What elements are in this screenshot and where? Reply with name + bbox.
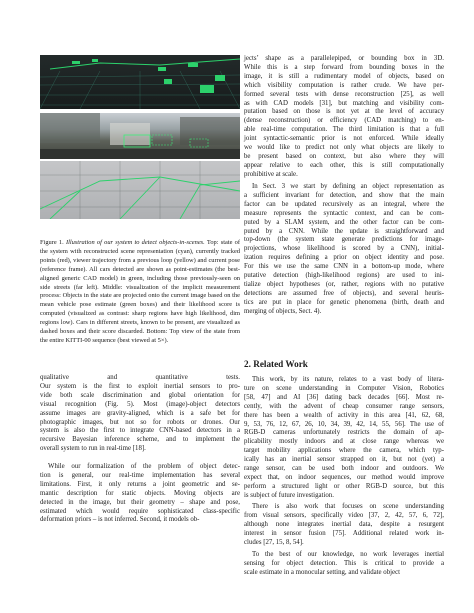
text-line: expect that, on indoor sequences, our method would improve (244, 473, 444, 481)
text-line: vide both scale discrimination and global orientation for (40, 391, 240, 399)
text-line: cludes [27, 15, 8, 54]. (244, 538, 304, 546)
text-line: cently, with the advent of cheap consumer range sensors, (244, 402, 444, 410)
text-line: factor can be updated recursively as an integral, where the (244, 200, 444, 208)
text-line: perform a structured light or other RGB-D source, but this (244, 482, 444, 490)
projection-graphic (40, 113, 240, 159)
text-line: This work, by its nature, relates to a vast body of litera- (252, 376, 444, 383)
text-line: detections are assumed free of objects), and several heuris- (244, 289, 444, 297)
text-line: visual recognition (Fig. 5). Most (image)-object detectors (40, 400, 240, 408)
text-line: puted by a CNN. While the update is straightforward and (244, 227, 444, 235)
figure-middle-panel (40, 113, 240, 159)
text-line: ically has an inertial sensor strapped on it, but not (yet) a (244, 456, 444, 464)
section-heading-related-work: 2. Related Work (244, 359, 308, 369)
text-line: measure represents the syntactic context, and can be com- (244, 209, 444, 217)
caption-label: Figure 1. (40, 239, 64, 246)
text-line: scale estimate in a monocular setting, and validate object (244, 568, 401, 576)
text-line: Our system is the first to exploit inertial sensors to pro- (40, 382, 240, 390)
text-line: top-down (the system state generate predictions for image- (244, 236, 444, 244)
text-line: putative detection (high-likelihood regions) are used to ini- (244, 272, 444, 279)
text-line: [58, 47] and AI [36] dating back decades [66]. Most re- (244, 393, 444, 401)
text-line: image, it is still a rudimentary model of objects, based on (244, 72, 444, 80)
text-line: prohibitive at scale. (244, 170, 298, 178)
text-line: To the best of our knowledge, no work leverages inertial (252, 551, 444, 558)
text-line: For this we use the same CNN in a bottom-up mode, where (244, 263, 444, 271)
text-line: puted by a SLAM system, and the other factor can be com- (244, 218, 444, 226)
text-line: appear relative to each other, this is still computationally (244, 161, 444, 169)
text-line: able real-time computation. The third limitation is that a full (244, 126, 444, 134)
text-line: In Sect. 3 we start by defining an object representation as (252, 183, 444, 190)
figure-top-panel (40, 55, 240, 109)
text-line: recursive Bayesian inference scheme, and to implement the (40, 436, 240, 444)
text-line: although none integrates inertial data, despite a resurgent (244, 520, 444, 528)
text-line: 9, 53, 76, 12, 67, 26, 10, 34, 39, 42, 14, 55, 56]. The use of (244, 420, 444, 428)
text-line: assume images are gravity-aligned, which is a safe bet for (40, 409, 240, 417)
text-line: a sufficient invariant for detection, and show that the main (244, 191, 444, 199)
text-line: There is also work that focuses on scene understanding (252, 503, 444, 510)
text-line: ture on scene understanding in Computer Vision, Robotics (244, 384, 444, 392)
text-line: we would like to predict not only what objects are likely to (244, 144, 444, 151)
text-line: interest in sensor fusion [75]. Additional related work in- (244, 529, 444, 537)
top-view-graphic (40, 161, 240, 219)
scene-reconstruction-graphic (40, 55, 240, 109)
text-line: plicability mostly indoors and at close range whereas we (244, 438, 444, 446)
text-line: system is also the first to integrate CNN-based detectors in a (40, 427, 240, 435)
text-line: tialize object hypotheses (or, rather, regions with no putative (244, 280, 444, 288)
text-line: formed several tests with dense reconstruction [25], as well (244, 90, 444, 98)
text-line: While our formalization of the problem of object detec- (48, 463, 240, 470)
text-line: overall system to run in real-time [18]. (40, 445, 146, 453)
caption-title: Illustration of our system to detect objects-in-scenes. (65, 239, 205, 246)
text-line: ization requires defining a prior on object identity and pose. (244, 254, 444, 262)
text-line: target mobility applications where the camera, which typ- (244, 447, 444, 455)
text-line: detected in the image, but their geometry – shape and pose, (40, 498, 240, 506)
text-line: joint syntactic-semantic prior is not enforced. While ideally (244, 135, 444, 143)
trajectory-path (40, 177, 240, 219)
text-line: tion is general, our real-time implementation has several (40, 471, 240, 479)
text-line: While this is a step forward from bounding boxes in the (244, 63, 444, 71)
text-line: mantic description for static objects. Moving objects are (40, 489, 240, 497)
text-line: jects’ shape as a parallelepiped, or bounding box in 3D. (244, 55, 444, 62)
text-line: from visual sensors, specifically video [37, 2, 42, 57, 6, 72], (244, 511, 444, 519)
caption-text: Top: state of the system with reconstructed scene representation (cyan), currently tracked points (red), viewer trajectory from a previous loop (yellow) and current pose (reference frame). All cars detected are shown as point-estimates (the best-aligned generic CAD model) in green, including those previously-seen on side streets (far left). Middle: visualization of the implicit measurement process: Objects in the state are projected onto the current image based on the mean vehicle pose estimate (green boxes) and their likelihood score is computed (visualized as contrast: sharp regions have high likelihood, dim regions low). Cars in different streets, known to be present, are visualized as dashed boxes and their score discarded. Bottom: Top view of the state from the entire KITTI-00 sequence (best viewed at 5×). (40, 239, 242, 344)
text-line: limitations. First, it only returns a joint geometric and se- (40, 480, 240, 488)
text-line: deformation priors – is not inferred. Second, it models ob- (40, 516, 200, 524)
figure-bottom-panel (40, 161, 240, 219)
text-line: RGB-D cameras unfortunately restricts the domain of ap- (244, 429, 444, 437)
text-line: (dense reconstruction) or efficiency (CAD matching) to en- (244, 117, 444, 125)
text-line: be present based on context, but also where they will (244, 152, 444, 160)
text-line: estimated which would require sophisticated class-specific (40, 507, 240, 515)
text-line: as with CAD models [31], but matching and visibility com- (244, 99, 444, 107)
text-line: is subject of future investigation. (244, 491, 334, 499)
text-line: which visibility computation is rather crude. We have per- (244, 81, 444, 89)
text-line: photographic images, but not so for robots or drones. Our (40, 418, 240, 426)
figure-caption (40, 239, 240, 346)
text-line: sensing for object detection. This is critical to provide a (244, 559, 444, 567)
text-line: projections, whose likelihood is scored by a CNN), initial- (244, 245, 444, 253)
text-line: putation based on those is not yet at the level of accuracy (244, 108, 444, 116)
text-line: qualitative and quantitative tests. (40, 374, 240, 381)
text-line: tics are put in place for genetic phenomena (birth, death and (244, 298, 444, 306)
text-line: there has been a wealth of activity in this area [41, 62, 68, (244, 411, 444, 419)
text-line: merging of objects, Sect. 4). (244, 307, 322, 315)
text-line: range sensor, can be used both indoor and outdoors. We (244, 465, 444, 472)
